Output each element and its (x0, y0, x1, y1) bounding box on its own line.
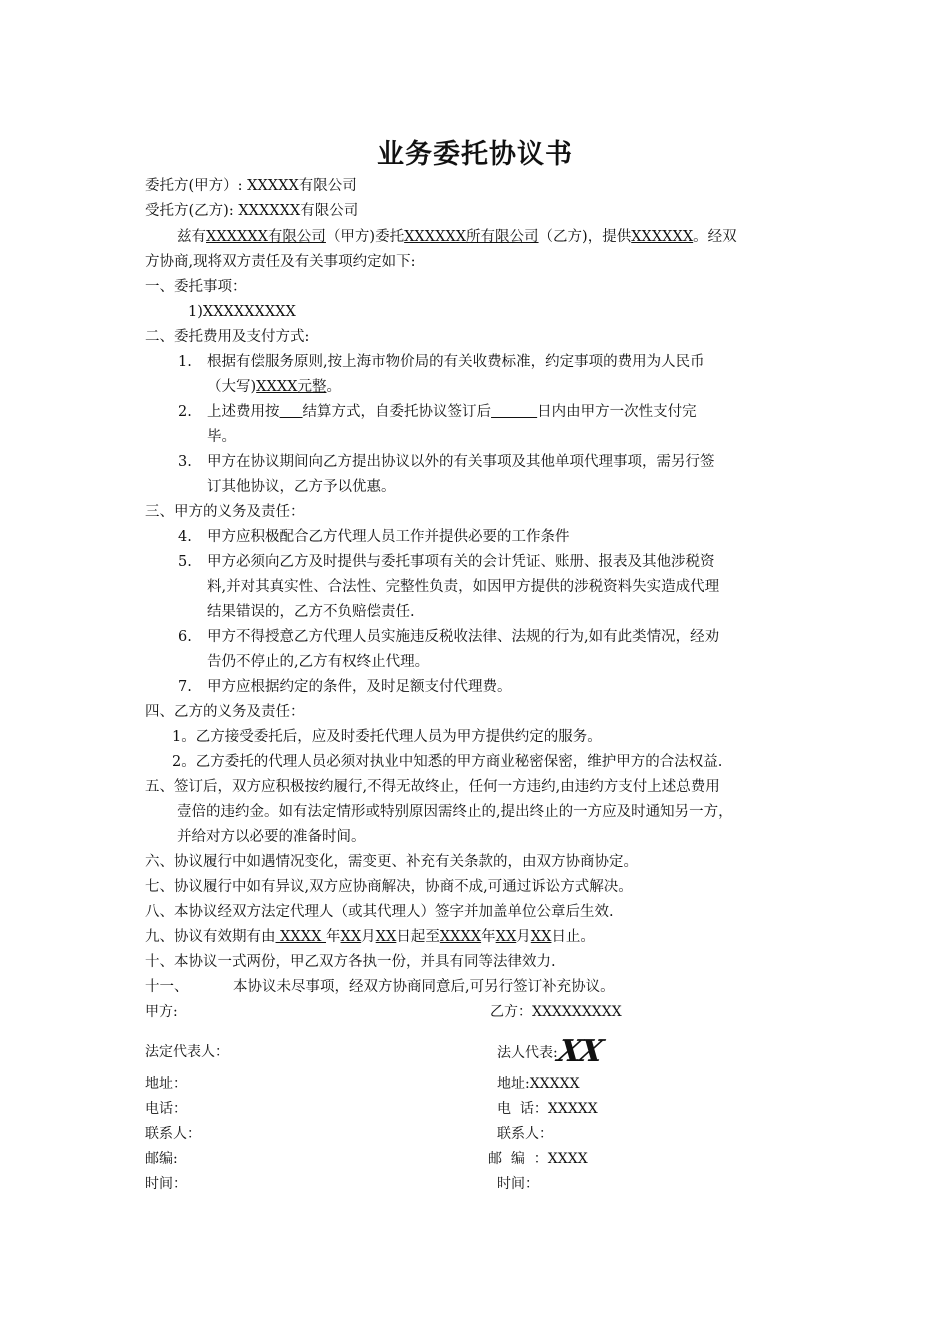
section-3-item-text: 结果错误的，乙方不负赔偿责任. (207, 604, 415, 620)
intro-agent-name: XXXXXX所有限公司 (404, 229, 539, 245)
validity-text: 月 (361, 929, 376, 945)
party-b-line (145, 201, 358, 221)
validity-text: 九、协议有效期有由 (145, 929, 276, 945)
section-10: 十、本协议一式两份，甲乙双方各执一份，并具有同等法律效力. (145, 954, 556, 970)
section-3-item-number: 5. (178, 554, 192, 570)
intro-client-name: XXXXXX有限公司 (206, 229, 326, 245)
sig-zip-b: 邮 编 ：XXXX (488, 1151, 588, 1167)
intro-line-1 (177, 227, 737, 247)
sig-time-b: 时间： (497, 1176, 539, 1192)
sig-phone-a: 电话： (145, 1101, 187, 1117)
fee-label: （大写) (207, 379, 257, 395)
party-a-line (145, 176, 357, 196)
section-2-item-text (207, 402, 697, 422)
days-blank (491, 404, 537, 420)
settlement-blank (280, 404, 303, 420)
sig-contact-b: 联系人： (497, 1126, 553, 1142)
sig-party-a: 甲方: (145, 1004, 178, 1020)
section-4-item: 2。乙方委托的代理人员必须对执业中知悉的甲方商业秘密保密，维护甲方的合法权益. (172, 754, 723, 770)
section-5-line: 五、签订后，双方应积极按约履行,不得无故终止，任何一方违约,由违约方支付上述总费用 (145, 779, 720, 795)
section-3-item-text: 甲方必须向乙方及时提供与委托事项有关的会计凭证、账册、报表及其他涉税资 (207, 554, 715, 570)
section-3-heading: 三、甲方的义务及责任： (145, 504, 305, 520)
start-day: XX (375, 929, 397, 945)
party-b-label: 受托方(乙方): (145, 203, 239, 219)
section-2-item-text (207, 377, 341, 397)
sig-legal-rep-label: 法人代表: (497, 1045, 558, 1061)
section-3-item-text: 甲方应积极配合乙方代理人员工作并提供必要的工作条件 (207, 529, 570, 545)
end-month: XX (495, 929, 517, 945)
section-1-heading: 一、委托事项： (145, 279, 247, 295)
sig-party-b: 乙方：XXXXXXXXX (490, 1004, 622, 1020)
section-3-item-text: 料,并对其真实性、合法性、完整性负责，如因甲方提供的涉税资料失实造成代理 (207, 579, 720, 595)
section-6: 六、协议履行中如遇情况变化，需变更、补充有关条款的，由双方协商协定。 (145, 854, 638, 870)
fee-period: 。 (326, 379, 341, 395)
party-b-value: XXXXXX有限公司 (238, 203, 359, 219)
sig-address-a: 地址： (145, 1076, 187, 1092)
settlement-text: 结算方式，自委托协议签订后 (302, 404, 492, 420)
end-day: XX (530, 929, 552, 945)
settlement-text: 日内由甲方一次性支付完 (537, 404, 697, 420)
section-1-item: 1)XXXXXXXXX (188, 304, 296, 320)
intro-service: XXXXXX (631, 229, 694, 245)
intro-text: 兹有 (177, 229, 206, 245)
section-2-item-number: 1. (178, 354, 192, 370)
section-7: 七、协议履行中如有异议,双方应协商解决，协商不成,可通过诉讼方式解决。 (145, 879, 633, 895)
section-2-item-text: 订其他协议，乙方予以优惠。 (207, 479, 396, 495)
section-5-line: 壹倍的违约金。如有法定情形或特别原因需终止的,提出终止的一方应及时通知另一方， (177, 804, 733, 820)
start-month: XX (340, 929, 362, 945)
sig-phone-b: 电 话：XXXXX (497, 1101, 598, 1117)
intro-text: 。经双 (693, 229, 737, 245)
fee-amount: XXXX元整 (256, 379, 327, 395)
section-3-item-text: 甲方不得授意乙方代理人员实施违反税收法律、法规的行为,如有此类情况，经劝 (207, 629, 720, 645)
section-11-number: 十一、 (145, 979, 189, 995)
sig-zip-a: 邮编: (145, 1151, 178, 1167)
validity-text: 日起至 (396, 929, 440, 945)
intro-text: （甲方)委托 (325, 229, 405, 245)
handwritten-signature: XX (554, 1034, 605, 1069)
section-3-item-text: 甲方应根据约定的条件，及时足额支付代理费。 (207, 679, 512, 695)
section-3-item-number: 7. (178, 679, 192, 695)
section-4-heading: 四、乙方的义务及责任： (145, 704, 305, 720)
validity-text: 日止。 (551, 929, 595, 945)
section-2-item-number: 2. (178, 404, 192, 420)
section-8: 八、本协议经双方法定代理人（或其代理人）签字并加盖单位公章后生效. (145, 904, 614, 920)
start-year: XXXX (275, 929, 327, 945)
sig-contact-a: 联系人： (145, 1126, 201, 1142)
section-2-item-number: 3. (178, 454, 192, 470)
sig-legal-rep-a: 法定代表人： (145, 1044, 229, 1060)
party-a-value: XXXXX有限公司 (247, 178, 357, 194)
validity-text: 年 (326, 929, 341, 945)
intro-line-2: 方协商,现将双方责任及有关事项约定如下: (145, 254, 416, 270)
section-2-heading: 二、委托费用及支付方式: (145, 329, 310, 345)
party-a-label: 委托方(甲方）: (145, 178, 248, 194)
section-2-item-text: 甲方在协议期间向乙方提出协议以外的有关事项及其他单项代理事项，需另行签 (207, 454, 715, 470)
document-title: 业务委托协议书 (377, 139, 573, 170)
section-2-item-text: 根据有偿服务原则,按上海市物价局的有关收费标准，约定事项的费用为人民币 (207, 354, 705, 370)
settlement-text: 上述费用按 (207, 404, 280, 420)
validity-text: 月 (516, 929, 531, 945)
section-4-item: 1。乙方接受委托后，应及时委托代理人员为甲方提供约定的服务。 (172, 729, 602, 745)
sig-legal-rep-b (497, 1034, 605, 1069)
sig-time-a: 时间： (145, 1176, 187, 1192)
section-3-item-number: 4. (178, 529, 192, 545)
end-year: XXXX (439, 929, 482, 945)
intro-text: （乙方)，提供 (538, 229, 632, 245)
sig-address-b: 地址:XXXXX (497, 1076, 580, 1092)
section-3-item-text: 告仍不停止的,乙方有权终止代理。 (207, 654, 430, 670)
section-11-text: 本协议未尽事项，经双方协商同意后,可另行签订补充协议。 (233, 979, 615, 995)
section-3-item-number: 6. (178, 629, 192, 645)
section-2-item-text: 毕。 (207, 429, 236, 445)
validity-text: 年 (481, 929, 496, 945)
section-9 (145, 927, 595, 947)
section-5-line: 并给对方以必要的准备时间。 (177, 829, 366, 845)
